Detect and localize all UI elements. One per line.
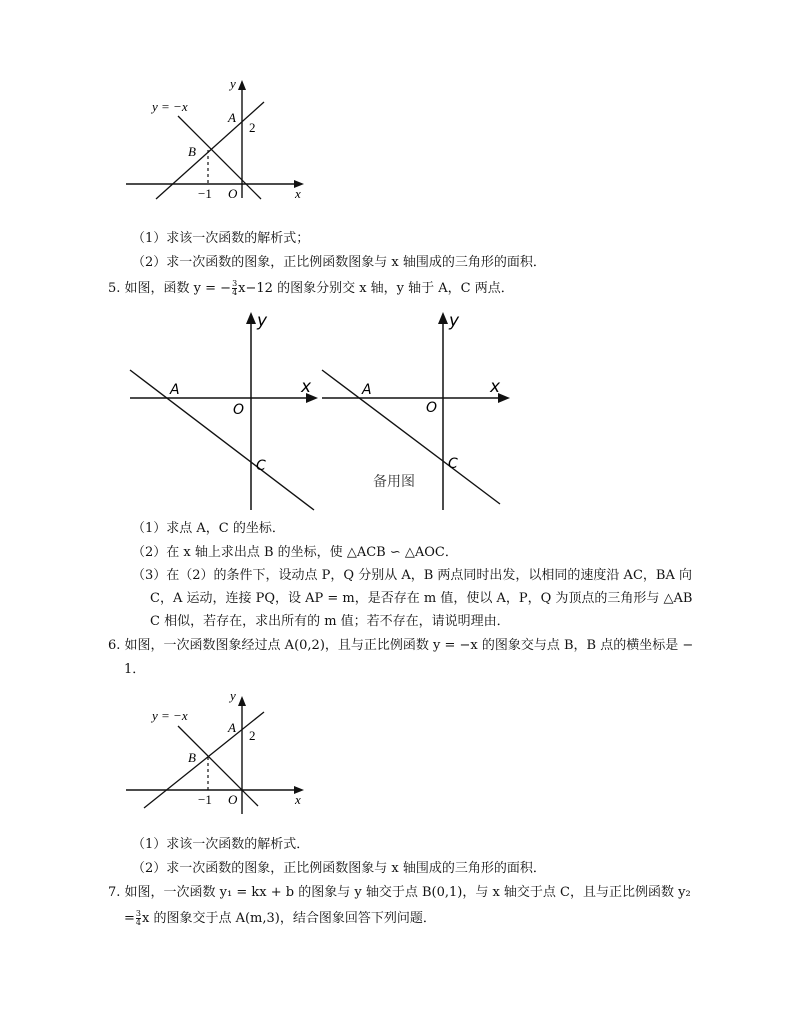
figure-1-graph — [118, 74, 318, 204]
label-o-left: O — [233, 402, 245, 418]
y-axis-arrow — [238, 80, 246, 90]
y-axis-arrow-left — [246, 312, 256, 324]
question-7-stem-text-2: x 的图象交于点 A(m,3)，结合图象回答下列问题． — [142, 911, 436, 926]
label-x-right: x — [490, 377, 501, 397]
label-origin: O — [228, 186, 238, 201]
question-5-item-1: （1）求点 A，C 的坐标． — [132, 521, 285, 536]
question-7-number: 7. — [108, 885, 121, 900]
question-5-item-2: （2）在 x 轴上求出点 B 的坐标，使 △ACB ∽ △AOC． — [132, 545, 458, 560]
label-o-right: O — [426, 400, 438, 416]
fraction-3-4: $\frac{3}{4}$ — [232, 279, 238, 297]
label-y-right: y — [449, 311, 460, 331]
question-7-stem-text-1: 如图，一次函数 y₁ = kx + b 的图象与 y 轴交于点 B(0,1)，与 x 轴交于点 C，且与正比例函数 y₂ — [124, 885, 691, 900]
question-7-stem-line-1 — [108, 884, 691, 902]
label-a-right: A — [362, 382, 372, 398]
label-y-intercept: 2 — [249, 728, 256, 743]
question-5-item-3-line-3: C 相似，若存在，求出所有的 m 值；若不存在，请说明理由． — [150, 614, 510, 629]
question-5-item-3-line-2: C，A 运动，连接 PQ，设 AP = m，是否存在 m 值，使以 A，P，Q 为顶点的三角形与 △AB — [150, 591, 693, 606]
label-line-y-neg-x: y = −x — [152, 99, 188, 114]
prev-question-item-2: （2）求一次函数的图象，正比例函数图象与 x 轴围成的三角形的面积． — [132, 255, 546, 270]
label-point-a: A — [228, 110, 236, 125]
question-7-stem-line-2 — [124, 910, 436, 928]
label-x-axis: x — [295, 792, 301, 807]
label-y-axis: y — [230, 76, 236, 91]
figure-6-graph — [118, 690, 318, 820]
label-a-left: A — [170, 382, 180, 398]
question-5-item-3-line-1: （3）在（2）的条件下，设动点 P，Q 分别从 A，B 两点同时出发，以相同的速度沿 AC，BA 向 — [132, 568, 692, 583]
question-5-number: 5. — [108, 281, 121, 296]
label-point-b: B — [188, 750, 196, 765]
label-y-intercept: 2 — [249, 120, 256, 135]
question-6-item-1: （1）求该一次函数的解析式． — [132, 837, 310, 852]
question-7-equals: = — [124, 911, 135, 926]
question-5-stem-before: 如图，函数 y = − — [124, 281, 232, 296]
line-y-neg-x — [178, 726, 258, 806]
line-function-left — [130, 370, 314, 510]
label-x-axis: x — [295, 186, 301, 201]
label-spare-figure: 备用图 — [373, 474, 415, 490]
fraction-3-4: $\frac{3}{4}$ — [135, 909, 141, 927]
question-6-item-2: （2）求一次函数的图象，正比例函数图象与 x 轴围成的三角形的面积． — [132, 861, 546, 876]
question-6-stem-line-1 — [108, 637, 693, 655]
label-x-tick: −1 — [198, 792, 212, 807]
label-line-y-neg-x: y = −x — [152, 708, 188, 723]
question-6-stem-line-2: 1． — [124, 662, 146, 677]
label-x-tick: −1 — [198, 186, 212, 201]
label-point-b: B — [188, 144, 196, 159]
label-origin: O — [228, 792, 238, 807]
question-5-stem — [108, 280, 514, 298]
label-point-a: A — [228, 720, 236, 735]
question-5-stem-after: x−12 的图象分别交 x 轴，y 轴于 A，C 两点． — [238, 281, 514, 296]
question-6-stem-text-1: 如图，一次函数图象经过点 A(0,2)，且与正比例函数 y = −x 的图象交与点 B，B 点的横坐标是 − — [124, 638, 694, 653]
question-6-number: 6. — [108, 638, 121, 653]
label-x-left: x — [301, 377, 312, 397]
y-axis-arrow-right — [438, 312, 448, 324]
figure-5-graph — [120, 308, 520, 514]
label-c-right: C — [448, 456, 458, 472]
label-y-left: y — [257, 311, 268, 331]
prev-question-item-1: （1）求该一次函数的解析式； — [132, 231, 310, 246]
y-axis-arrow — [238, 696, 246, 706]
label-y-axis: y — [230, 688, 236, 703]
label-c-left: C — [256, 458, 266, 474]
